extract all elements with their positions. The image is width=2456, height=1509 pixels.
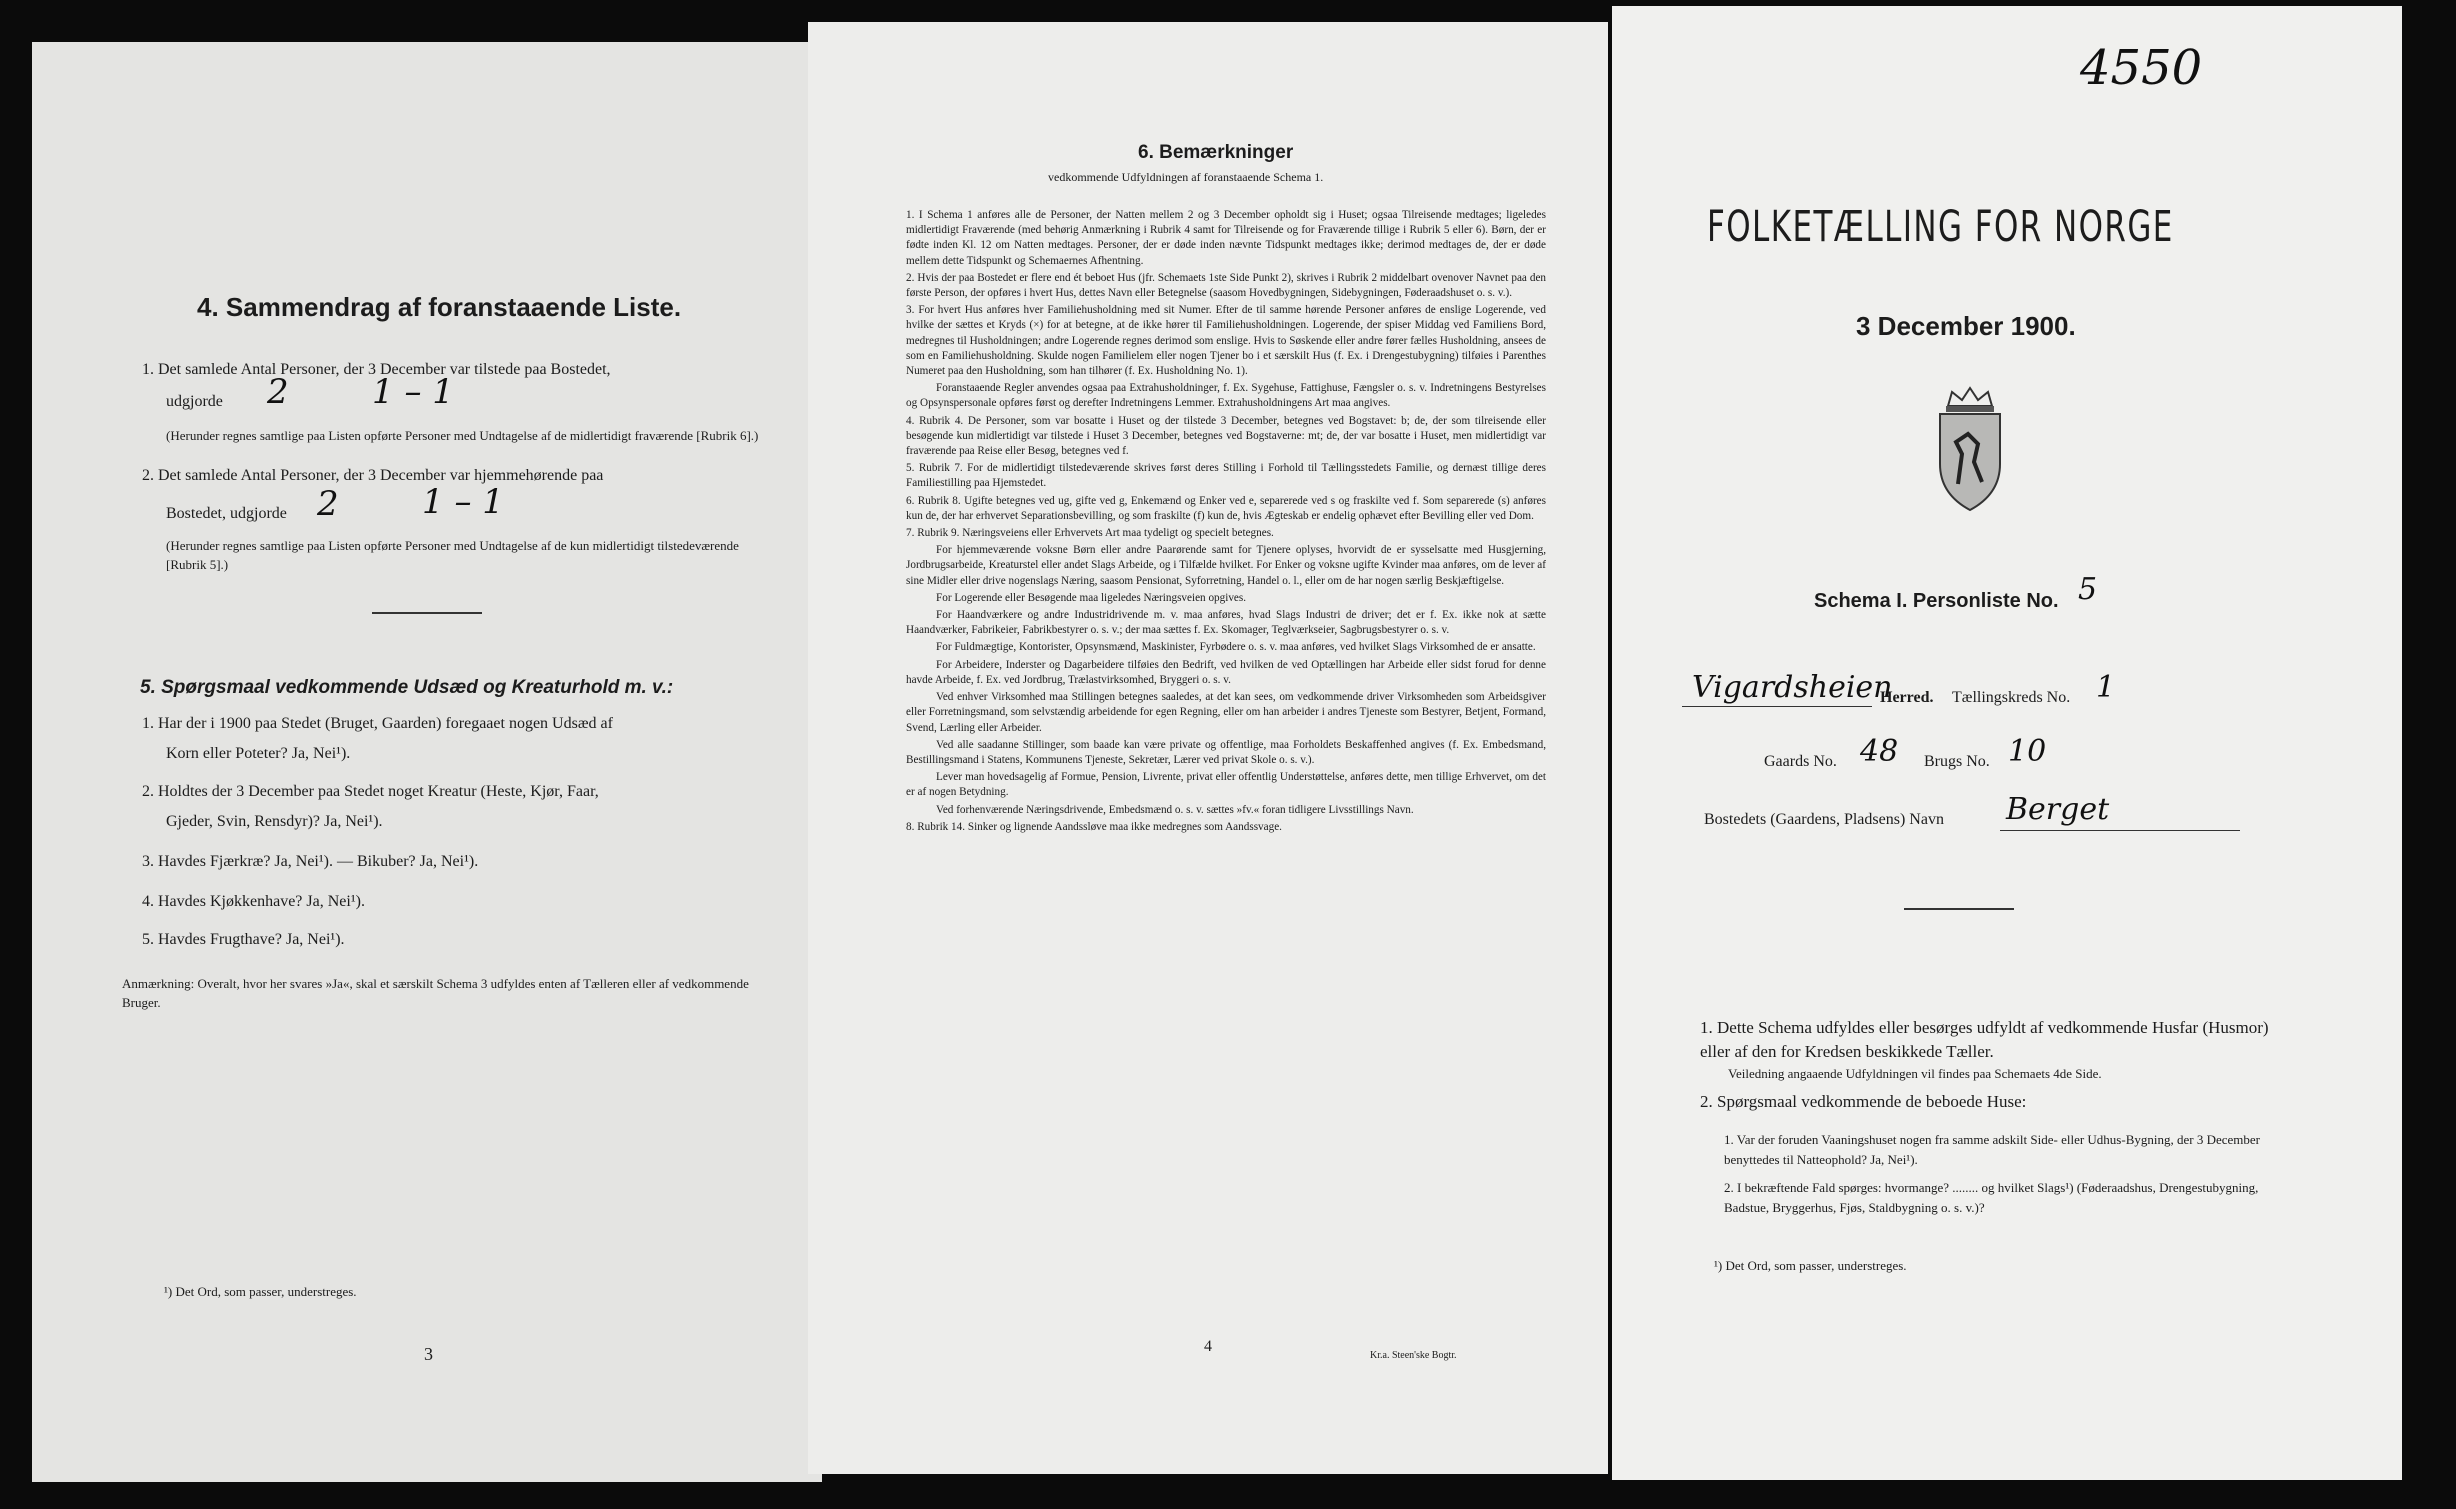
section5-heading: 5. Spørgsmaal vedkommende Udsæd og Kreaturhold m. v.: xyxy=(140,677,674,698)
remarks-heading: 6. Bemærkninger xyxy=(1138,142,1294,163)
remark-paragraph: Foranstaaende Regler anvendes ogsaa paa Extrahusholdninger, f. Ex. Sygehuse, Fattighuse, Fængsler o. s. v. Indretningens Bestyrelses og Opsynspersonale opføres først og derefter Indretningens Lemmer. Extrahusholdningens Art maa angives. xyxy=(906,382,1546,410)
remark-paragraph: For Logerende eller Besøgende maa ligeledes Næringsveien opgives. xyxy=(936,591,1247,604)
q3: 3. Havdes Fjærkræ? Ja, Nei¹). — Bikuber? Ja, Nei¹). xyxy=(142,853,479,870)
cover-page xyxy=(1612,6,2402,1480)
page-number: 3 xyxy=(424,1344,433,1364)
remark-paragraph: 2. Hvis der paa Bostedet er flere end ét beboet Hus (jfr. Schemaets 1ste Side Punkt 2), skrives i Rubrik 2 middelbart ovenover Navnet paa den første Person, der opføres i hvert Hus, dettes Navn eller Betegnelse (saasom Hovedbygningen, Sidebygningen, Føderaadshuset o. s. v.). xyxy=(906,271,1546,300)
herred-label: Herred. xyxy=(1880,689,1934,706)
item2-bostedet: Bostedet, udgjorde xyxy=(166,505,287,522)
item1-note: (Herunder regnes samtlige paa Listen opførte Personer med Undtagelse af de midlertidigt fraværende [Rubrik 6].) xyxy=(166,428,759,443)
schema-label: Schema I. Personliste No. xyxy=(1814,590,2059,612)
remark-paragraph: 3. For hvert Hus anføres hver Familiehusholdning med sit Numer. Efter de til samme hørende Personer anføres de enslige Logerende, ved hvilke der sættes et Kryds (×) for at betegne, at de ikke hører til Familiehusholdningen. Logerende, der spiser Middag ved Familiens Bord, medregnes til Husholdningen; andre Logerende regnes derimod som enslige. Hvis to Søskende eller andre fører fælles Husholdning, ansees de som en Familiehusholdning. Skulde nogen Familielem eller nogen Tjener bo i et særskilt Hus (f. Ex. i Drengestubygning) tilføies i Parenthes Numeret paa den Husholdning, som han tilhører (f. Ex. Husholdning No. 1). xyxy=(906,304,1546,378)
gaards-label: Gaards No. xyxy=(1764,753,1837,770)
instruction-2-2: 2. I bekræftende Fald spørges: hvormange? ........ og hvilket Slags¹) (Føderaadshus, Drengestubygning, Badstue, Bryggerhus, Fjøs, Staldbygning o. s. v.)? xyxy=(1724,1180,2259,1215)
footnote: ¹) Det Ord, som passer, understreges. xyxy=(164,1284,357,1299)
instruction-2-1: 1. Var der foruden Vaaningshuset nogen fra samme adskilt Side- eller Udhus-Bygning, der 3 December benyttedes til Natteophold? Ja, Nei¹). xyxy=(1724,1132,2260,1167)
page-4-remarks xyxy=(808,22,1608,1474)
herred-line xyxy=(1682,706,1872,707)
instruction-1: 1. Dette Schema udfyldes eller besørges udfyldt af vedkommende Husfar (Husmor) eller af den for Kredsen beskikkede Tæller. xyxy=(1700,1018,2269,1061)
remark-paragraph: 4. Rubrik 4. De Personer, som var bosatte i Huset og der tilstede 3 December, betegnes ved Bogstavet: b; de, der som tilreisende eller besøgende kun midlertidigt var tilstede i Huset 3 December, betegnes ved Bogstaverne: mt; de, der var bosatte i Huset, men midlertidigt var fraværende paa Reise eller Besøg, betegnes ved f. xyxy=(906,414,1546,458)
brugs-hand: 10 xyxy=(2008,734,2047,769)
remarks-list xyxy=(906,208,1546,837)
remark-paragraph: 1. I Schema 1 anføres alle de Personer, der Natten mellem 2 og 3 December opholdt sig i Huset; ogsaa Tilreisende medtages; ligeledes midlertidigt Fraværende (med behørig Anmærkning i Rubrik 4 samt for Tilreisende og for Fraværende tillige i Rubrik 5 eller 6). Børn, der er fødte inden Kl. 12 om Natten medtages. Personer, der er døde inden nævnte Tidspunkt medtages ikke; derimod medtages de, der er døde mellem dette Tidspunkt og Schemaernes Afhentning. xyxy=(906,209,1546,267)
q4: 4. Havdes Kjøkkenhave? Ja, Nei¹). xyxy=(142,893,365,910)
page-3-summary xyxy=(32,42,822,1482)
item1-hand-count: 2 xyxy=(267,372,289,412)
remark-paragraph: 5. Rubrik 7. For de midlertidigt tilstedeværende skrives først deres Stilling i Forhold til Tællingsstedets Familie, og dernæst tillige deres Familiestilling paa Hjemstedet. xyxy=(906,462,1546,490)
remark-paragraph: For hjemmeværende voksne Børn eller andre Paarørende samt for Tjenere oplyses, hvorvidt de er sysselsatte med Husgjerning, Jordbrugsarbeide, Kreaturstel eller andet Slags Arbeide, og i Tilfælde hvilket. For Enker og voksne ugifte Kvinder maa anføres, om de lever af sine Midler eller drive nogenslags Næring, saasom Pensionat, Syforretning, Handel o. l., eller om de har nogen særlig Beskjæftigelse. xyxy=(906,544,1546,587)
brugs-label: Brugs No. xyxy=(1924,753,1990,770)
q2b: Gjeder, Svin, Rensdyr)? Ja, Nei¹). xyxy=(166,813,383,830)
q1b: Korn eller Poteter? Ja, Nei¹). xyxy=(166,745,351,762)
q2: 2. Holdtes der 3 December paa Stedet noget Kreatur (Heste, Kjør, Faar, xyxy=(142,783,599,800)
bosted-line xyxy=(2000,830,2240,831)
remark-paragraph: Lever man hovedsagelig af Formue, Pension, Livrente, privat eller offentlig Understøttelse, anføres dette, men tillige Erhvervet, om det er af nogen Betydning. xyxy=(906,771,1546,799)
divider xyxy=(372,612,482,614)
remark-paragraph: 7. Rubrik 9. Næringsveiens eller Erhvervets Art maa tydeligt og specielt betegnes. xyxy=(906,527,1274,540)
page-number: 4 xyxy=(1204,1338,1212,1355)
footnote: ¹) Det Ord, som passer, understreges. xyxy=(1714,1258,1907,1273)
herred-hand: Vigardsheien xyxy=(1692,670,1893,705)
remark-paragraph: Ved forhenværende Næringsdrivende, Embedsmænd o. s. v. sættes »fv.« foran tidligere Livsstillings Navn. xyxy=(936,803,1414,816)
archive-number: 4550 xyxy=(2080,40,2203,96)
instruction-2: 2. Spørgsmaal vedkommende de beboede Huse: xyxy=(1700,1092,2027,1111)
item1-text: 1. Det samlede Antal Personer, der 3 December var tilstede paa Bostedet, xyxy=(142,361,611,378)
remarks-subheading: vedkommende Udfyldningen af foranstaaende Schema 1. xyxy=(1048,170,1324,184)
kreds-label: Tællingskreds No. xyxy=(1952,689,2071,706)
remark-paragraph: For Arbeidere, Inderster og Dagarbeidere tilføies den Bedrift, ved hvilken de ved Optællingen har Arbeide eller sidst forud for denne havde Arbeide, f. Ex. ved Jordbrug, Trælastvirksomhed, Bryggeri o. s. v. xyxy=(906,658,1546,686)
kreds-hand: 1 xyxy=(2096,670,2116,705)
q1: 1. Har der i 1900 paa Stedet (Bruget, Gaarden) foregaaet nogen Udsæd af xyxy=(142,715,613,732)
item2-hand-count: 2 xyxy=(317,484,339,524)
gaards-hand: 48 xyxy=(1860,734,1899,769)
printer-mark: Kr.a. Steen'ske Bogtr. xyxy=(1370,1350,1457,1361)
coat-of-arms-icon xyxy=(1930,384,2010,514)
item1-udgjorde: udgjorde xyxy=(166,393,223,410)
remark-paragraph: Ved alle saadanne Stillinger, som baade kan være private og offentlige, maa Forholdets Beskaffenhed angives (f. Ex. Embedsmand, Bestillingsmand i Statens, Kommunens Tjeneste, Sekretær, Lærer ved privat Skole o. s. v.). xyxy=(906,738,1546,766)
schema-number-hand: 5 xyxy=(2078,572,2098,607)
bosted-hand: Berget xyxy=(2006,792,2110,827)
item2-text: 2. Det samlede Antal Personer, der 3 December var hjemmehørende paa xyxy=(142,467,604,484)
remark-paragraph: For Fuldmægtige, Kontorister, Opsynsmænd, Maskinister, Fyrbødere o. s. v. maa anføres, ved hvilket Slags Virksomhed de er ansatte. xyxy=(936,641,1536,654)
item2-hand-split: 1 – 1 xyxy=(422,482,504,522)
remark-paragraph: Ved enhver Virksomhed maa Stillingen betegnes saaledes, at det kan sees, om vedkommende driver Virksomheden som Arbeidsgiver eller Forretningsmand, som selvstændig arbeidende for egen Regning, eller om han arbeider i andres Tjeneste som Bestyrer, Betjent, Formand, Svend, Lærling eller Arbeider. xyxy=(906,691,1546,734)
divider xyxy=(1904,908,2014,910)
form-title: FOLKETÆLLING FOR NORGE xyxy=(1707,202,2174,252)
item2-note: (Herunder regnes samtlige paa Listen opførte Personer med Undtagelse af de kun midlertidigt tilstedeværende [Rubrik 5].) xyxy=(166,538,739,572)
bosted-label: Bostedets (Gaardens, Pladsens) Navn xyxy=(1704,811,1944,828)
q5: 5. Havdes Frugthave? Ja, Nei¹). xyxy=(142,931,345,948)
remark-paragraph: 6. Rubrik 8. Ugifte betegnes ved ug, gifte ved g, Enkemænd og Enker ved e, separerede ved s og fraskilte ved f. Som separerede (s) anføres kun de, der har erhvervet Separationsbevilling, og som fraskilte (f) kun de, hvis Ægteskab er endelig ophævet efter Bevilling eller ved Dom. xyxy=(906,494,1546,522)
remark-paragraph: For Haandværkere og andre Industridrivende m. v. maa anføres, hvad Slags Industri de driver; det er f. Ex. ikke nok at sætte Haandværker, Fabrikeier, Fabrikbestyrer o. s. v.; der maa sættes f. Ex. Skomager, Teglværkseier, Sagbrugsbestyrer o. s. v. xyxy=(906,609,1546,637)
anmerkning: Anmærkning: Overalt, hvor her svares »Ja«, skal et særskilt Schema 3 udfyldes enten af Tælleren eller af vedkommende Bruger. xyxy=(122,976,749,1010)
remark-paragraph: 8. Rubrik 14. Sinker og lignende Aandssløve maa ikke medregnes som Aandssvage. xyxy=(906,820,1282,833)
instruction-1-sub: Veiledning angaaende Udfyldningen vil findes paa Schemaets 4de Side. xyxy=(1728,1066,2102,1081)
item1-hand-split: 1 – 1 xyxy=(372,372,454,412)
form-date: 3 December 1900. xyxy=(1856,311,2076,341)
section4-heading: 4. Sammendrag af foranstaaende Liste. xyxy=(197,292,682,322)
